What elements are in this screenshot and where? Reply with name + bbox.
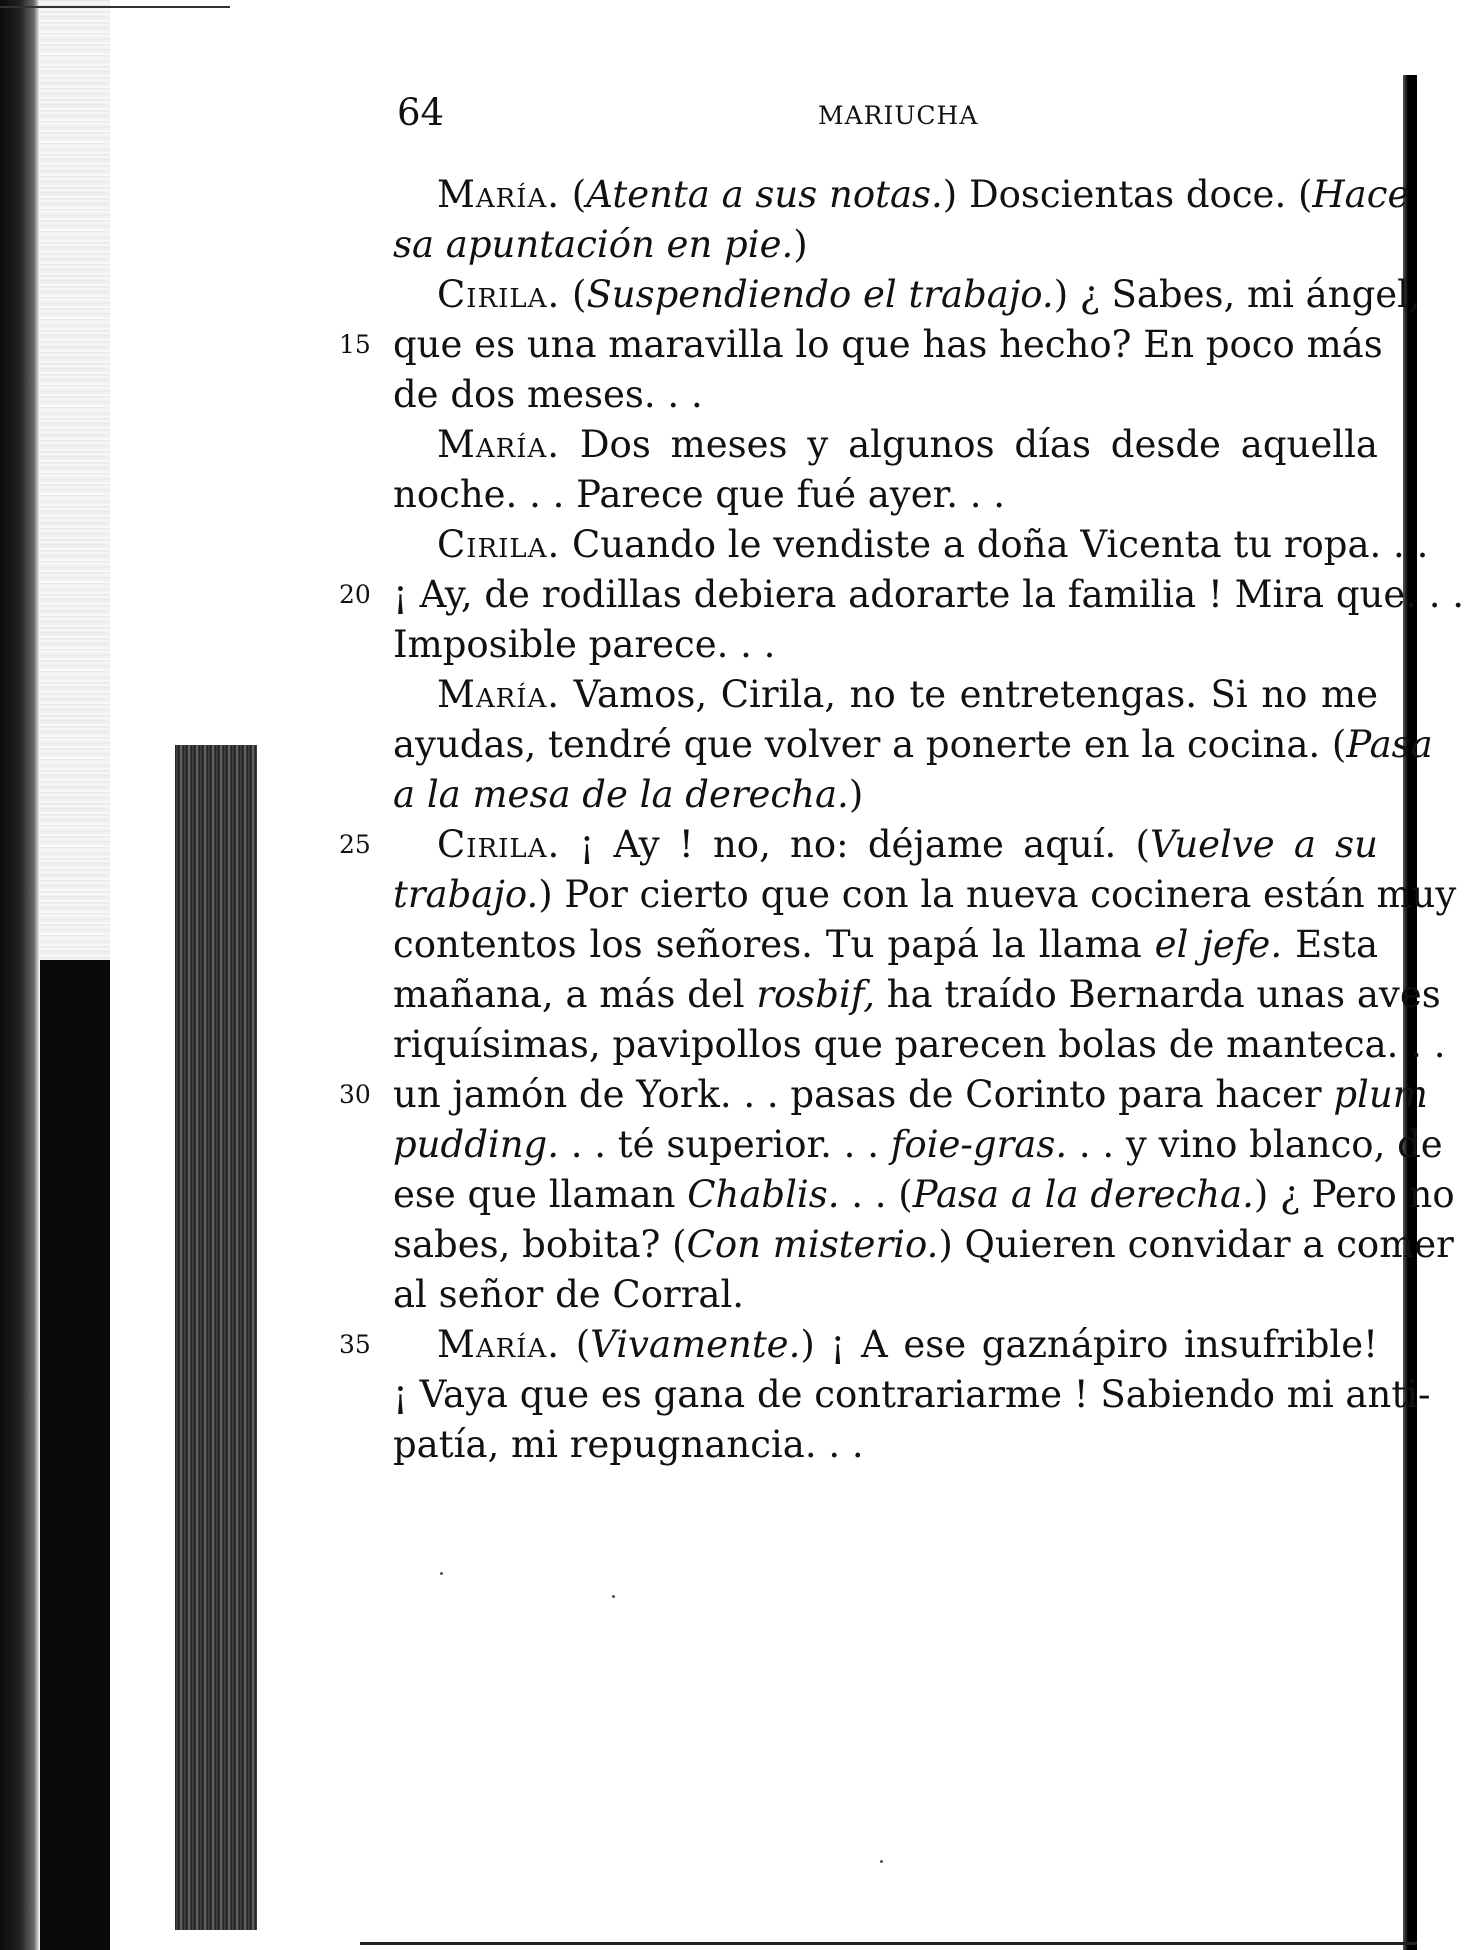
speaker-name: María.: [437, 423, 561, 466]
stage-direction: Chablis.: [687, 1173, 840, 1216]
line-number: 25: [339, 830, 371, 859]
dialogue-text: patía, mi repugnancia. . .: [393, 1423, 864, 1466]
stray-mark: [440, 1572, 443, 1575]
dialogue-text: contentos los señores. Tu papá la llama: [393, 923, 1155, 966]
stage-direction: Vivamente.: [590, 1323, 801, 1366]
stage-direction: a la mesa de la derecha.: [393, 773, 849, 816]
scan-noise-strip: [175, 745, 257, 1930]
dialogue-text: ): [793, 223, 808, 266]
line-number: 35: [339, 1330, 371, 1359]
line-number: 30: [339, 1080, 371, 1109]
text-line: [393, 470, 1378, 520]
running-title: MARIUCHA: [818, 101, 979, 130]
stage-direction: plum: [1333, 1073, 1428, 1116]
scan-dark-margin: [40, 960, 110, 1950]
dialogue-text: noche. . . Parece que fué ayer. . .: [393, 473, 1006, 516]
text-line: [393, 870, 1457, 920]
dialogue-text: . . y vino blanco, de: [1067, 1123, 1443, 1166]
stage-direction: el jefe.: [1154, 923, 1283, 966]
dialogue-text: ¡ Ay, de rodillas debiera adorarte la familia ! Mira que. . .: [393, 573, 1464, 616]
dialogue-text: Vamos, Cirila, no te entretengas. Si no me: [560, 673, 1378, 716]
text-line: [393, 620, 1378, 670]
stage-direction: Suspendiendo el trabajo.: [586, 273, 1054, 316]
dialogue-text: ¡ Ay ! no, no: déjame aquí. (: [560, 823, 1150, 866]
text-line: [393, 170, 1410, 220]
text-line: [393, 1270, 1378, 1320]
text-line: [393, 1120, 1443, 1170]
stage-direction: Vuelve a su: [1149, 823, 1378, 866]
text-line: [393, 420, 1378, 470]
scan-bottom-line: [360, 1942, 1417, 1945]
speaker-name: María.: [437, 1323, 561, 1366]
dialogue-text: ) ¡ A ese gaznápiro insufrible!: [800, 1323, 1378, 1366]
text-line: [393, 520, 1429, 570]
dialogue-text: ha traído Bernarda unas aves: [874, 973, 1441, 1016]
speaker-name: María.: [437, 673, 561, 716]
text-line: [339, 1070, 1428, 1120]
dialogue-text: ) ¿ Pero no: [1253, 1173, 1455, 1216]
stray-mark: [880, 1860, 883, 1863]
dialogue-text: (: [560, 273, 587, 316]
stage-direction: Hace: [1312, 173, 1410, 216]
dialogue-text: . . (: [839, 1173, 913, 1216]
dialogue-text: que es una maravilla lo que has hecho? En poco más: [393, 323, 1383, 366]
dialogue-text: ) Por cierto que con la nueva cocinera están muy: [538, 873, 1457, 916]
stage-direction: Atenta a sus notas.: [586, 173, 943, 216]
dialogue-text: al señor de Corral.: [393, 1273, 745, 1316]
dialogue-text: Imposible parece. . .: [393, 623, 776, 666]
stage-direction: Pasa: [1346, 723, 1433, 766]
speaker-name: Cirila.: [437, 273, 561, 316]
dialogue-text: ): [848, 773, 864, 816]
dialogue-text: Dos meses y algunos días desde aquella: [560, 423, 1378, 466]
text-line: [393, 1420, 1378, 1470]
dialogue-text: ¡ Vaya que es gana de contrariarme ! Sabiendo mi anti-: [393, 1373, 1431, 1416]
text-line: [393, 1370, 1431, 1420]
text-line: [339, 1320, 1378, 1370]
speaker-name: Cirila.: [437, 823, 561, 866]
dialogue-text: ese que llaman: [393, 1173, 688, 1216]
stage-direction: Con misterio.: [686, 1223, 939, 1266]
stage-direction: pudding.: [393, 1123, 559, 1166]
dialogue-text: de dos meses. . .: [393, 373, 703, 416]
text-line: [393, 970, 1441, 1020]
dialogue-text: ) Quieren convidar a comer: [938, 1223, 1454, 1266]
line-number: 15: [339, 330, 371, 359]
text-line: [393, 1020, 1446, 1070]
stage-direction: Pasa a la derecha.: [912, 1173, 1254, 1216]
text-line: [339, 320, 1383, 370]
stage-direction: foie-gras.: [890, 1123, 1068, 1166]
stage-direction: trabajo.: [393, 873, 539, 916]
play-text: [339, 170, 1464, 1470]
dialogue-text: mañana, a más del: [393, 973, 757, 1016]
text-line: [393, 670, 1378, 720]
scan-page-stack-edge: [40, 0, 110, 960]
page-number: 64: [397, 91, 445, 134]
text-line: [393, 220, 1378, 270]
dialogue-text: . . té superior. . .: [559, 1123, 891, 1166]
stage-direction: sa apuntación en pie.: [393, 223, 794, 266]
scan-left-edge: [0, 0, 40, 1950]
stage-direction: rosbif,: [756, 973, 875, 1016]
dialogue-text: Esta: [1282, 923, 1379, 966]
text-line: [393, 920, 1378, 970]
text-line: [393, 720, 1433, 770]
dialogue-text: ) ¿ Sabes, mi ángel,: [1053, 273, 1421, 316]
dialogue-text: un jamón de York. . . pasas de Corinto para hacer: [393, 1073, 1334, 1116]
text-line: [393, 1220, 1454, 1270]
text-line: [339, 820, 1378, 870]
speaker-name: Cirila.: [437, 523, 561, 566]
dialogue-text: (: [560, 1323, 591, 1366]
dialogue-text: ayudas, tendré que volver a ponerte en la cocina. (: [393, 723, 1347, 766]
text-line: [393, 270, 1421, 320]
dialogue-text: Cuando le vendiste a doña Vicenta tu ropa. . .: [560, 523, 1429, 566]
scan-top-scratch: [0, 6, 230, 8]
text-line: [339, 570, 1464, 620]
line-number: 20: [339, 580, 371, 609]
stray-mark: [612, 1595, 615, 1598]
dialogue-text: (: [560, 173, 587, 216]
text-line: [393, 370, 1378, 420]
dialogue-text: ) Doscientas doce. (: [942, 173, 1313, 216]
text-line: [393, 1170, 1455, 1220]
dialogue-text: sabes, bobita? (: [393, 1223, 687, 1266]
text-line: [393, 770, 1378, 820]
speaker-name: María.: [437, 173, 561, 216]
dialogue-text: riquísimas, pavipollos que parecen bolas de manteca. . .: [393, 1023, 1446, 1066]
